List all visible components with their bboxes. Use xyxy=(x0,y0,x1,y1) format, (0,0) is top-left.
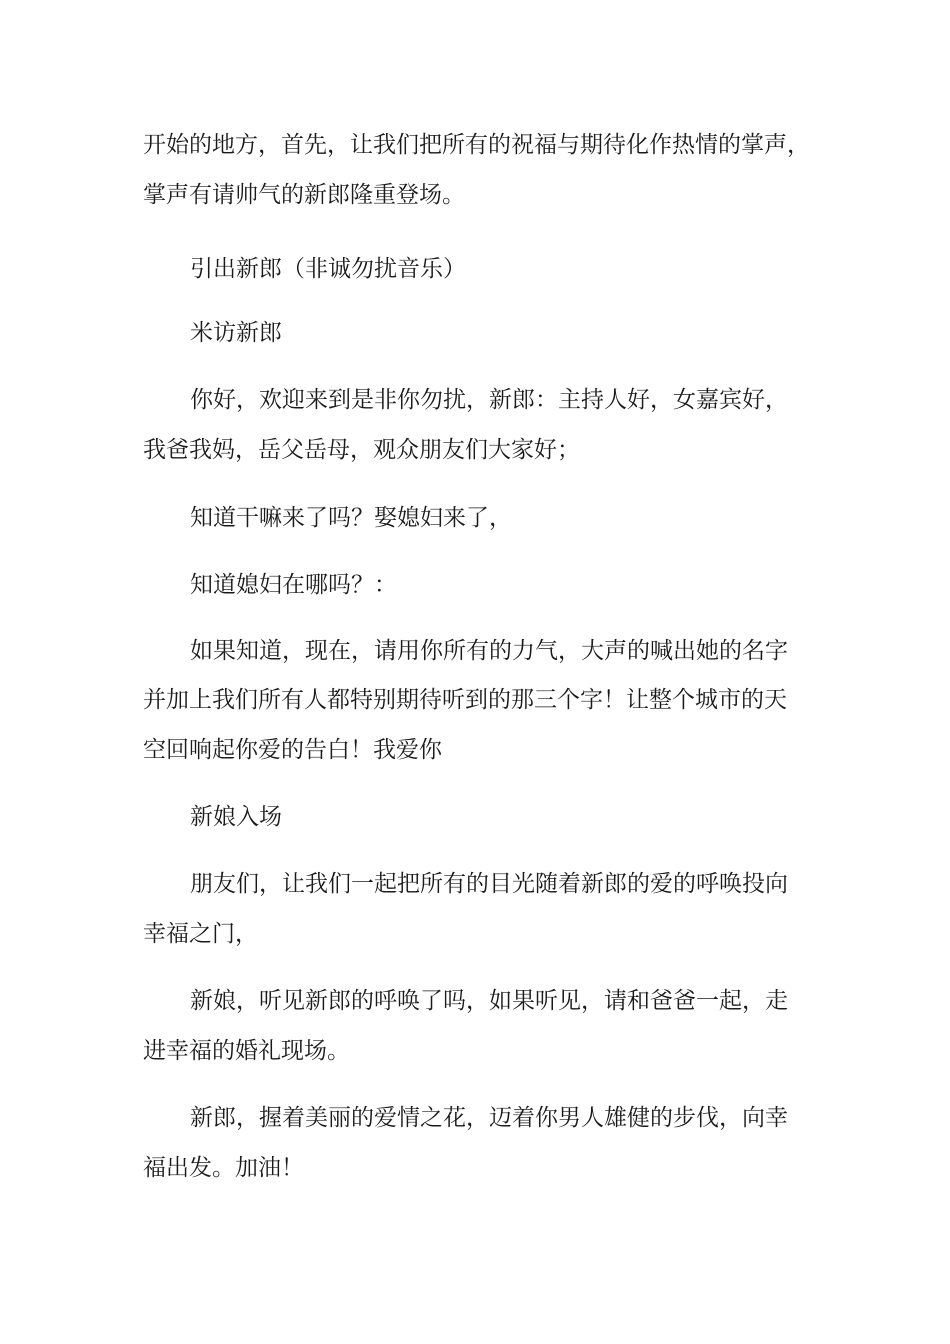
section-heading: 引出新郎（非诚勿扰音乐） xyxy=(190,256,466,282)
text-line: 知道媳妇在哪吗？： xyxy=(190,572,397,598)
text-line: 新娘，听见新郎的呼唤了吗，如果听见，请和爸爸一起，走 xyxy=(190,988,788,1014)
text-line: 如果知道，现在，请用你所有的力气，大声的喊出她的名字 xyxy=(190,638,788,664)
text-line: 掌声有请帅气的新郎隆重登场。 xyxy=(143,182,465,208)
text-line: 幸福之门， xyxy=(143,921,258,947)
text-line: 我爸我妈，岳父岳母，观众朋友们大家好； xyxy=(143,437,580,463)
text-line: 朋友们，让我们一起把所有的目光随着新郎的爱的呼唤投向 xyxy=(190,871,788,897)
text-line: 知道干嘛来了吗？娶媳妇来了， xyxy=(190,505,512,531)
section-heading: 米访新郎 xyxy=(190,320,282,346)
text-line: 进幸福的婚礼现场。 xyxy=(143,1038,350,1064)
text-line: 新郎，握着美丽的爱情之花，迈着你男人雄健的步伐，向幸 xyxy=(190,1105,788,1131)
text-line: 福出发。加油！ xyxy=(143,1155,304,1181)
text-line: 开始的地方，首先，让我们把所有的祝福与期待化作热情的掌声， xyxy=(143,132,810,158)
section-heading: 新娘入场 xyxy=(190,804,282,830)
text-line: 并加上我们所有人都特别期待听到的那三个字！让整个城市的天 xyxy=(143,687,787,713)
text-line: 空回响起你爱的告白！我爱你 xyxy=(143,737,442,763)
text-line: 你好，欢迎来到是非你勿扰，新郎：主持人好，女嘉宾好， xyxy=(190,387,788,413)
